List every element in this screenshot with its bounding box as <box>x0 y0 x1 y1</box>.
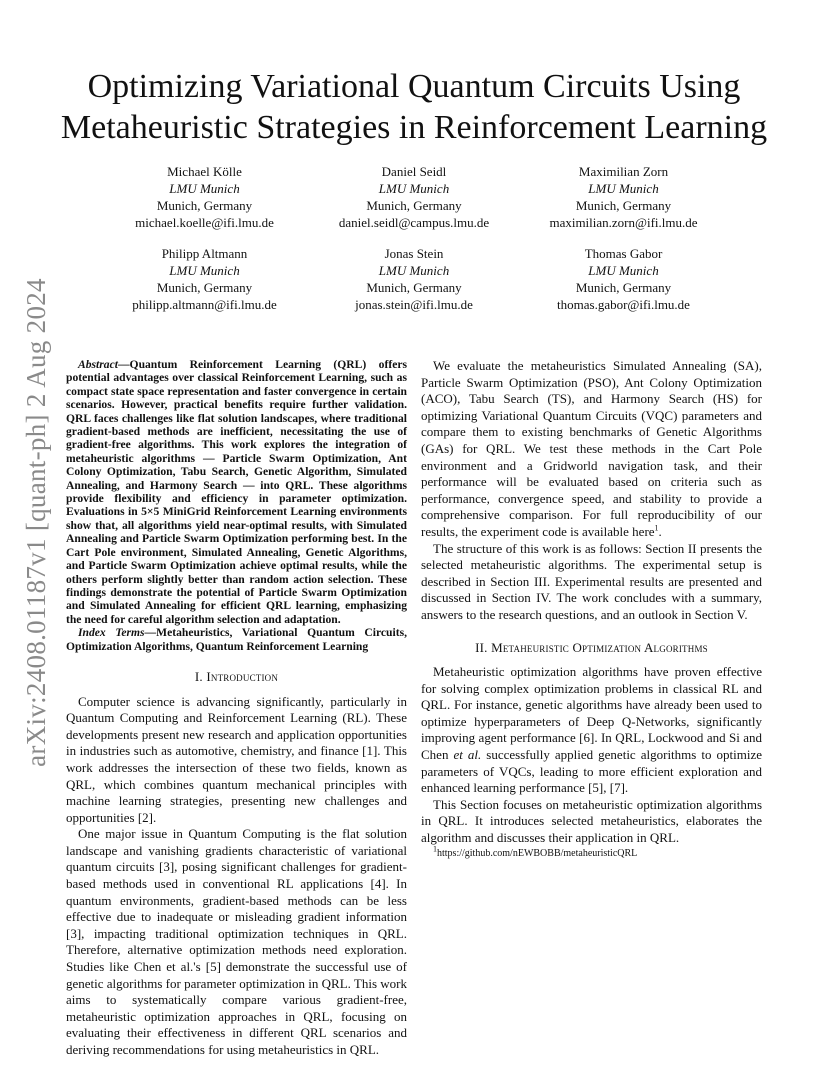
index-terms-text: —Metaheuristics, Variational Quantum Circuits, Optimization Algorithms, Quantum Reinforcement Learning <box>66 626 407 653</box>
author-card <box>310 163 519 231</box>
author-card <box>100 245 309 313</box>
author-affiliation: LMU Munich <box>588 181 659 196</box>
left-column <box>66 358 407 1059</box>
author-name: Thomas Gabor <box>584 246 663 261</box>
index-terms-lead: Index Terms <box>78 626 145 640</box>
author-email: thomas.gabor@ifi.lmu.de <box>557 297 690 312</box>
author-location: Munich, Germany <box>156 198 253 213</box>
arxiv-identifier <box>8 262 64 782</box>
author-location: Munich, Germany <box>366 280 462 295</box>
author-email: philipp.altmann@ifi.lmu.de <box>132 297 277 312</box>
abstract <box>66 358 407 626</box>
abstract-text: —Quantum Reinforcement Learning (QRL) offers potential advantages over classical Reinforcement Learning, such as compact state space representation and faster convergence in certain scenarios. However, practical benefits require further validation. QRL faces challenges like flat solution landscapes, where traditional gradient-based methods are inefficient, necessitating the use of gradient-free algorithms. This work explores the integration of metaheuristic algorithms — Particle Swarm Optimization, Ant Colony Optimization, Tabu Search, Genetic Algorithm, Simulated Annealing, and Harmony Search — into QRL. These algorithms provide flexibility and efficiency in parameter optimization. Evaluations in 5×5 MiniGrid Reinforcement Learning environments show that, all algorithms yield near-optimal results, with Simulated Annealing and Particle Swarm Optimization performing best. In the Cart Pole environment, Simulated Annealing, Genetic Algorithms, and Particle Swarm Optimization achieve optimal results, while the others perform slightly better than random action selection. These findings demonstrate the potential of Particle Swarm Optimization and Simulated Annealing for efficient QRL learning, emphasizing the need for careful algorithm selection and adaptation. <box>66 358 407 626</box>
author-name: Michael Kölle <box>167 164 242 179</box>
footnote <box>421 844 762 860</box>
author-name: Daniel Seidl <box>381 164 447 179</box>
paper-title: Optimizing Variational Quantum Circuits Using Metaheuristic Strategies in Reinforcement Learning <box>60 68 768 146</box>
author-row-1 <box>100 163 728 231</box>
section-heading-metaheuristics <box>421 640 762 657</box>
paragraph: Computer science is advancing significantly, particularly in Quantum Computing and Reinforcement Learning (RL). These developments present new research and application opportunities in industries such as automotive, chemistry, and finance [1]. This work addresses the intersection of these two fields, known as QRL, which combines quantum mechanical principles with machine learning strategies, presenting new challenges and opportunities [2]. <box>66 693 407 825</box>
author-affiliation: LMU Munich <box>169 263 240 278</box>
author-email: jonas.stein@ifi.lmu.de <box>355 297 473 312</box>
arxiv-id-text: arXiv:2408.01187v1 [quant-ph] 2 Aug 2024 <box>20 277 51 767</box>
author-location: Munich, Germany <box>156 280 253 295</box>
author-location: Munich, Germany <box>575 280 672 295</box>
author-location: Munich, Germany <box>366 198 462 213</box>
paragraph-text: Metaheuristic optimization algorithms have proven effective for solving complex optimization problems in classical RL and QRL. For instance, genetic algorithms have already been used to optimize hyperparameters of Deep Q-Networks, significantly improving agent performance [6]. In QRL, Lockwood and Si and Chen <box>421 664 762 763</box>
author-card <box>100 163 309 231</box>
section-number: II. <box>475 639 492 655</box>
section-title: Metaheuristic Optimization Algorithms <box>491 639 708 655</box>
paragraph-text: successfully applied genetic algorithms to optimize parameters of VQCs, leading to more efficient exploration and enhanced learning performance [5], [7]. <box>421 747 762 796</box>
paragraph: One major issue in Quantum Computing is the flat solution landscape and vanishing gradients characteristic of variational quantum circuits [3], posing significant challenges for gradient-based methods used in conventional RL applications [4]. In quantum environments, gradient-based methods can be less effective due to inadequate or misleading gradient information [3], impacting traditional optimization techniques in QRL. Therefore, alternative optimization methods need exploration. Studies like Chen et al.'s [5] demonstrate the successful use of genetic algorithms for parameter optimization in QRL. This work aims to systematically compare various gradient-free, metaheuristic optimization approaches in QRL, focusing on evaluating their effectiveness in different QRL scenarios and deriving recommendations for using metaheuristics in QRL. <box>66 826 407 1057</box>
author-block <box>100 163 728 327</box>
footnote-marker[interactable]: 1 <box>654 523 659 533</box>
paragraph <box>421 664 762 797</box>
index-terms <box>66 626 407 653</box>
paragraph <box>421 358 762 541</box>
author-name: Philipp Altmann <box>161 246 248 261</box>
author-card <box>310 245 519 313</box>
right-column <box>421 358 762 860</box>
author-card <box>519 245 728 313</box>
author-affiliation: LMU Munich <box>378 263 450 278</box>
author-email: maximilian.zorn@ifi.lmu.de <box>549 215 698 230</box>
section-title: Introduction <box>206 668 279 684</box>
author-email: michael.koelle@ifi.lmu.de <box>135 215 274 230</box>
author-email: daniel.seidl@campus.lmu.de <box>338 215 490 230</box>
author-row-2 <box>100 245 728 313</box>
paragraph: The structure of this work is as follows: Section II presents the selected metaheuristic algorithms. The experimental setup is described in Section III. Experimental results are presented and discussed in Section IV. The work concludes with a summary, answers to the research questions, and an outlook in Section V. <box>421 540 762 622</box>
author-affiliation: LMU Munich <box>378 181 450 196</box>
author-affiliation: LMU Munich <box>169 181 240 196</box>
paragraph: This Section focuses on metaheuristic optimization algorithms in QRL. It introduces selected metaheuristics, elaborates the algorithm and discusses their application in QRL. <box>421 796 762 846</box>
section-number: I. <box>194 668 207 684</box>
author-name: Jonas Stein <box>384 246 444 261</box>
abstract-lead: Abstract <box>78 358 118 371</box>
footnote-number: 1 <box>433 844 437 854</box>
author-card <box>519 163 728 231</box>
author-name: Maximilian Zorn <box>578 164 669 179</box>
footnote-link[interactable]: https://github.com/nEWBOBB/metaheuristicQRL <box>437 847 638 859</box>
section-heading-introduction <box>66 669 407 686</box>
author-affiliation: LMU Munich <box>588 263 659 278</box>
paragraph-end: . <box>658 523 662 539</box>
author-location: Munich, Germany <box>575 198 672 213</box>
paragraph-text: We evaluate the metaheuristics Simulated Annealing (SA), Particle Swarm Optimization (PSO), Ant Colony Optimization (ACO), Tabu Search (TS), and Harmony Search (HS) for optimizing Variational Quantum Circuits (VQC) parameters and compare them to existing benchmarks of Genetic Algorithms (GAs) for QRL. We test these methods in the Cart Pole environment and a Gridworld navigation task, and their performance will be evaluated based on criteria such as performance, convergence speed, and stability to provide a comprehensive comparison. For full reproducibility of our results, the experiment code is available here <box>421 358 762 539</box>
et-al: et al. <box>453 747 482 763</box>
